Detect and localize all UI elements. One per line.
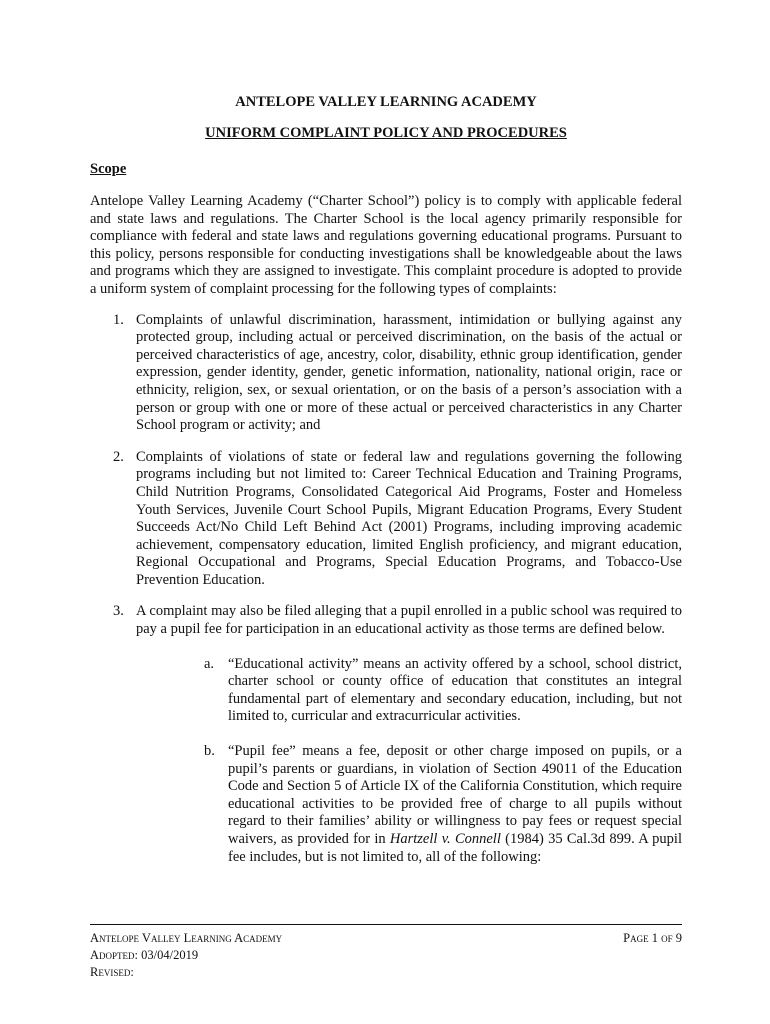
footer-page-number: Page 1 of 9: [623, 931, 682, 945]
text-segment: (1984) 35 Cal.3d 899. A pupil fee includes, but is not limited to, all of the following:: [228, 831, 682, 865]
list-item: [90, 312, 682, 435]
sub-list-item: [136, 743, 682, 866]
complaint-types-list: [90, 312, 682, 867]
list-item-text: Complaints of violations of state or federal law and regulations governing the following programs including but not limited to: Career Technical Education and Training Programs, Child Nutrition Programs, Consolidated Categorical Aid Programs, Foster and Homeless Youth Services, Juvenile Court School Pupils, Migrant Education Programs, Every Student Succeeds Act/No Child Left Behind Act (2001) Programs, including improving academic achievement, compensatory education, limited English proficiency, and migrant education, Regional Occupational and Programs, Special Education Programs, and Tobacco-Use Prevention Education.: [136, 448, 682, 588]
sub-list-item-text: “Educational activity” means an activity offered by a school, school district, charter school or county office of education that constitutes an integral fundamental part of elementary and secondary education, including, but not limited to, curricular and extracurricular activities.: [228, 655, 682, 725]
list-number: 1.: [113, 311, 124, 328]
list-item-text: Complaints of unlawful discrimination, harassment, intimidation or bullying against any protected group, including actual or perceived discrimination, on the basis of the actual or perceived characteristics of age, ancestry, color, disability, ethnic group identification, gender expression, gender identity, gender, genetic information, nationality, national origin, race or ethnicity, religion, sex, or sexual orientation, or on the basis of a person’s association with a person or group with one or more of these actual or perceived characteristics in any Charter School program or activity; and: [136, 311, 682, 434]
list-item: [90, 449, 682, 590]
text-segment: “Pupil fee” means a fee, deposit or other charge imposed on pupils, or a pupil’s parents or guardians, in violation of Section 49011 of the Education Code and Section 5 of Article IX of the California Constitution, which require educational activities to be provided free of charge to all pupils without regard to their families’ ability or willingness to pay fees or request special waivers, as provided for in: [228, 743, 682, 847]
scope-paragraph: Antelope Valley Learning Academy (“Charter School”) policy is to comply with applicable federal and state laws and regulations. The Charter School is the local agency primarily responsible for compliance with federal and state laws and regulations governing educational programs. Pursuant to this policy, persons responsible for conducting investigations shall be knowledgeable about the laws and programs which they are assigned to investigate. This complaint procedure is adopted to provide a uniform system of complaint processing for the following types of complaints:: [90, 193, 682, 297]
footer-revised-date: Revised:: [90, 965, 134, 979]
page-footer: [90, 924, 682, 981]
list-item: [90, 603, 682, 866]
document-subtitle: UNIFORM COMPLAINT POLICY AND PROCEDURES: [205, 125, 567, 141]
footer-row: [90, 930, 682, 947]
footer-org-name: Antelope Valley Learning Academy: [90, 931, 283, 945]
sub-list-item: [136, 656, 682, 726]
sub-list: [136, 656, 682, 867]
sub-list-letter: a.: [204, 655, 215, 672]
sub-list-letter: b.: [204, 743, 215, 760]
list-item-text: A complaint may also be filed alleging that a pupil enrolled in a public school was required to pay a pupil fee for participation in an educational activity as those terms are defined below.: [136, 603, 682, 638]
page-content: [90, 93, 682, 883]
document-title: ANTELOPE VALLEY LEARNING ACADEMY: [235, 94, 537, 110]
sub-list-item-text: [228, 743, 682, 866]
case-citation: Hartzell v. Connell: [389, 831, 501, 847]
list-number: 3.: [113, 603, 124, 620]
list-number: 2.: [113, 448, 124, 465]
scope-heading: Scope: [90, 161, 127, 177]
footer-adopted-date: Adopted: 03/04/2019: [90, 948, 199, 962]
